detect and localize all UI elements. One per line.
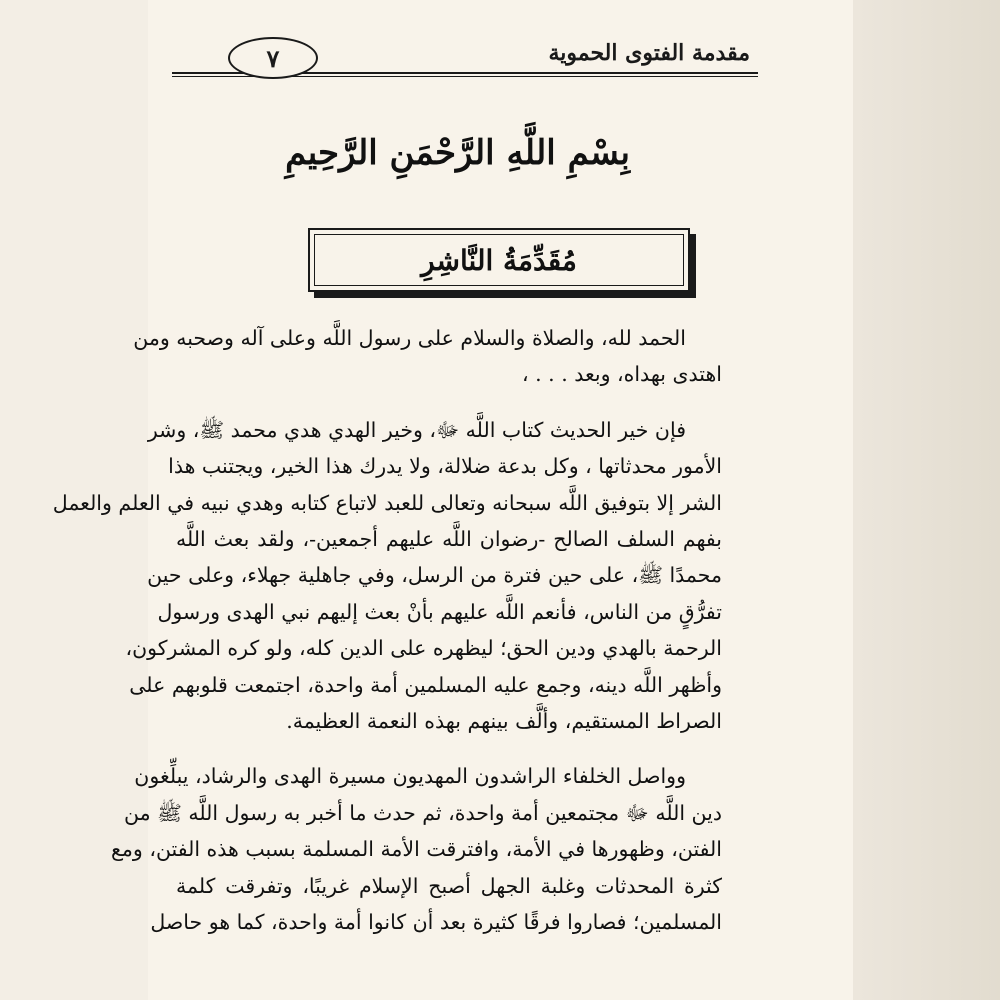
section-title: مُقَدِّمَةُ النَّاشِرِ bbox=[421, 243, 577, 277]
text-line: دين اللَّه ﷻ مجتمعين أمة واحدة، ثم حدث ما أخبر به رسول اللَّه ﷺ من bbox=[123, 800, 722, 825]
text-line: محمدًا ﷺ، على حين فترة من الرسل، وفي جاهلية جهلاء، وعلى حين bbox=[147, 563, 722, 588]
right-page-edge bbox=[853, 0, 1000, 1000]
text-line: الأمور محدثاتها ، وكل بدعة ضلالة، ولا يدرك هذا الخير، ويجتنب هذا bbox=[168, 454, 722, 479]
text-line: الشر إلا بتوفيق اللَّه سبحانه وتعالى للعبد لاتباع كتابه وهدي نبيه في العلم والعمل bbox=[52, 490, 722, 515]
text-line: وأظهر اللَّه دينه، وجمع عليه المسلمين أمة واحدة، اجتمعت قلوبهم على bbox=[129, 672, 722, 697]
running-header-title: مقدمة الفتوى الحموية bbox=[548, 40, 750, 66]
text-line: الرحمة بالهدي ودين الحق؛ ليظهره على الدين كله، ولو كره المشركون، bbox=[125, 636, 722, 661]
text-line: كثرة المحدثات وغلبة الجهل أصبح الإسلام غريبًا، وتفرقت كلمة bbox=[176, 873, 722, 898]
text-line: اهتدى بهداه، وبعد . . . ، bbox=[522, 362, 722, 387]
text-line: بفهم السلف الصالح -رضوان اللَّه عليهم أجمعين-، ولقد بعث اللَّه bbox=[176, 527, 722, 552]
page-number-text: ٧ bbox=[266, 43, 280, 73]
paragraph bbox=[52, 412, 722, 740]
text-line: الصراط المستقيم، وألَّف بينهم بهذه النعمة العظيمة. bbox=[286, 709, 722, 734]
text-line: المسلمين؛ فصاروا فرقًا كثيرة بعد أن كانوا أمة واحدة، كما هو حاصل bbox=[150, 910, 722, 935]
paragraph bbox=[133, 320, 722, 393]
paragraph bbox=[111, 758, 722, 940]
basmala-calligraphy: بِسْمِ اللَّهِ الرَّحْمَنِ الرَّحِيمِ bbox=[285, 133, 630, 173]
page-number bbox=[228, 37, 318, 79]
text-line: وواصل الخلفاء الراشدون المهديون مسيرة الهدى والرشاد، يبلِّغون bbox=[134, 764, 686, 789]
text-line: تفرُّقٍ من الناس، فأنعم اللَّه عليهم بأنْ بعث إليهم نبي الهدى ورسول bbox=[157, 599, 722, 624]
section-title-box bbox=[308, 228, 690, 292]
text-line: فإن خير الحديث كتاب اللَّه ﷻ، وخير الهدي هدي محمد ﷺ، وشر bbox=[147, 417, 686, 442]
text-line: الحمد لله، والصلاة والسلام على رسول اللَّه وعلى آله وصحبه ومن bbox=[133, 326, 686, 350]
text-line: الفتن، وظهورها في الأمة، وافترقت الأمة المسلمة بسبب هذه الفتن، ومع bbox=[111, 837, 722, 862]
body-text bbox=[52, 320, 722, 960]
